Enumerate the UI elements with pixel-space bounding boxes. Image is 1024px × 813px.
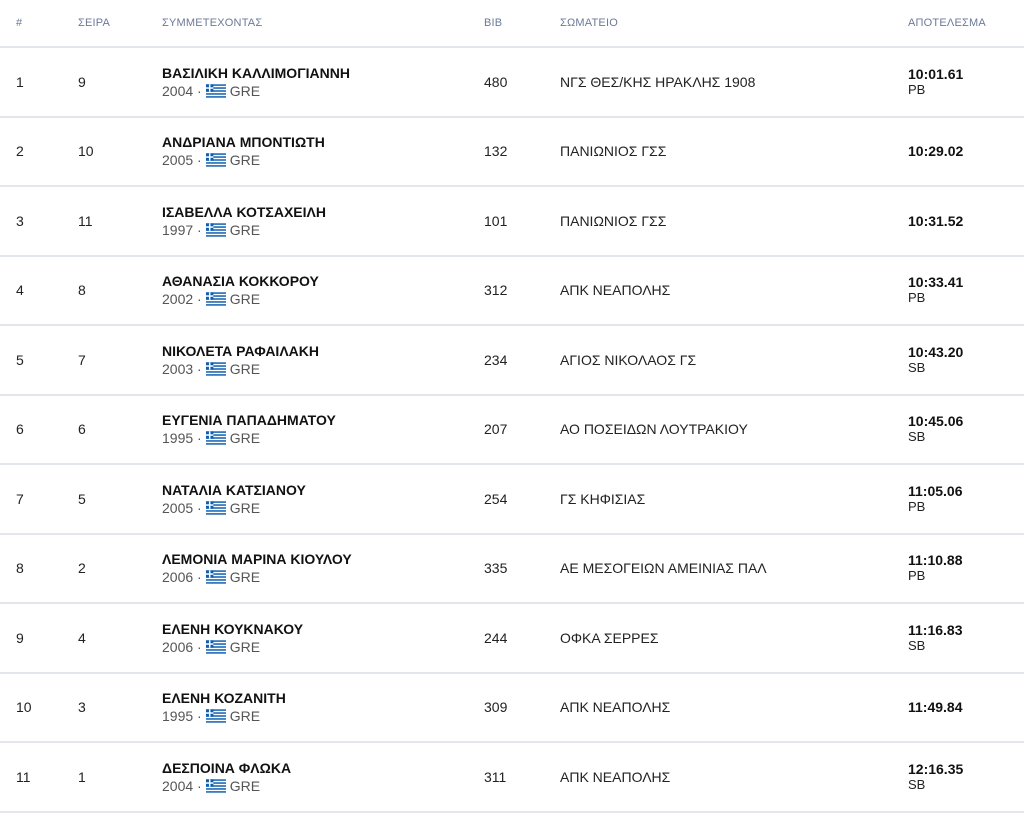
- athlete-meta: [162, 290, 484, 308]
- greece-flag-icon: [206, 84, 226, 98]
- nation-code: GRE: [229, 708, 261, 725]
- athlete-name[interactable]: ΔΕΣΠΟΙΝΑ ΦΛΩΚΑ: [162, 759, 292, 776]
- club-cell: ΑΠΚ ΝΕΑΠΟΛΗΣ: [560, 742, 908, 812]
- result-cell: [908, 395, 1024, 465]
- record-badge: SB: [908, 776, 926, 792]
- club-cell: ΠΑΝΙΩΝΙΟΣ ΓΣΣ: [560, 117, 908, 187]
- record-badge: SB: [908, 637, 926, 653]
- club-cell: ΓΣ ΚΗΦΙΣΙΑΣ: [560, 464, 908, 534]
- athlete-cell: [162, 742, 484, 812]
- table-row[interactable]: [0, 464, 1024, 534]
- club-cell: ΑΟ ΠΟΣΕΙΔΩΝ ΛΟΥΤΡΑΚΙΟΥ: [560, 395, 908, 465]
- greece-flag-icon: [206, 431, 226, 445]
- bib-cell: 101: [484, 186, 560, 256]
- heat-cell: 1: [78, 742, 162, 812]
- bib-cell: 480: [484, 47, 560, 117]
- birth-year: 2004 ·: [162, 777, 202, 794]
- birth-year: 2006 ·: [162, 569, 202, 586]
- club-cell: ΑΠΚ ΝΕΑΠΟΛΗΣ: [560, 673, 908, 743]
- result-time: 12:16.35: [908, 760, 964, 777]
- birth-year: 2003 ·: [162, 360, 202, 377]
- birth-year: 2002 ·: [162, 291, 202, 308]
- greece-flag-icon: [206, 570, 226, 584]
- rank-cell: 8: [0, 534, 78, 604]
- header-result[interactable]: ΑΠΟΤΕΛΕΣΜΑ: [908, 0, 1024, 47]
- nation-code: GRE: [229, 82, 261, 99]
- heat-cell: 4: [78, 603, 162, 673]
- athlete-meta: [162, 360, 484, 378]
- athlete-meta: [162, 82, 484, 100]
- athlete-meta: [162, 568, 484, 586]
- nation-code: GRE: [229, 291, 261, 308]
- athlete-meta: [162, 499, 484, 517]
- record-badge: PB: [908, 290, 926, 306]
- athlete-meta: [162, 638, 484, 656]
- heat-cell: 9: [78, 47, 162, 117]
- record-badge: PB: [908, 81, 926, 97]
- athlete-cell: [162, 325, 484, 395]
- heat-cell: 3: [78, 673, 162, 743]
- record-badge: SB: [908, 359, 926, 375]
- result-cell: [908, 186, 1024, 256]
- greece-flag-icon: [206, 779, 226, 793]
- header-rank[interactable]: #: [0, 0, 78, 47]
- result-time: 11:49.84: [908, 699, 963, 716]
- result-cell: [908, 464, 1024, 534]
- rank-cell: 5: [0, 325, 78, 395]
- athlete-name[interactable]: ΑΘΑΝΑΣΙΑ ΚΟΚΚΟΡΟΥ: [162, 273, 319, 290]
- club-cell: ΑΕ ΜΕΣΟΓΕΙΩΝ ΑΜΕΙΝΙΑΣ ΠΑΛ: [560, 534, 908, 604]
- heat-cell: 11: [78, 186, 162, 256]
- greece-flag-icon: [206, 501, 226, 515]
- athlete-cell: [162, 186, 484, 256]
- nation-code: GRE: [229, 499, 261, 516]
- greece-flag-icon: [206, 709, 226, 723]
- birth-year: 1997 ·: [162, 221, 202, 238]
- heat-cell: 8: [78, 256, 162, 326]
- table-row[interactable]: [0, 673, 1024, 743]
- record-badge: PB: [908, 498, 926, 514]
- record-badge: PB: [908, 568, 926, 584]
- result-cell: [908, 673, 1024, 743]
- heat-cell: 2: [78, 534, 162, 604]
- table-row[interactable]: [0, 603, 1024, 673]
- rank-cell: 7: [0, 464, 78, 534]
- header-athlete[interactable]: ΣΥΜΜΕΤΕΧΟΝΤΑΣ: [162, 0, 484, 47]
- birth-year: 2006 ·: [162, 638, 202, 655]
- club-cell: ΟΦΚΑ ΣΕΡΡΕΣ: [560, 603, 908, 673]
- nation-code: GRE: [229, 360, 261, 377]
- heat-cell: 10: [78, 117, 162, 187]
- record-badge: SB: [908, 429, 926, 445]
- athlete-cell: [162, 395, 484, 465]
- bib-cell: 207: [484, 395, 560, 465]
- bib-cell: 309: [484, 673, 560, 743]
- greece-flag-icon: [206, 153, 226, 167]
- athlete-meta: [162, 707, 484, 725]
- result-cell: [908, 256, 1024, 326]
- header-bib[interactable]: BIB: [484, 0, 560, 47]
- bib-cell: 312: [484, 256, 560, 326]
- club-cell: ΝΓΣ ΘΕΣ/ΚΗΣ ΗΡΑΚΛΗΣ 1908: [560, 47, 908, 117]
- table-row[interactable]: [0, 395, 1024, 465]
- athlete-name[interactable]: ΛΕΜΟΝΙΑ ΜΑΡΙΝΑ ΚΙΟΥΛΟΥ: [162, 551, 352, 568]
- athlete-meta: [162, 429, 484, 447]
- bib-cell: 335: [484, 534, 560, 604]
- bib-cell: 244: [484, 603, 560, 673]
- table-row[interactable]: [0, 47, 1024, 117]
- birth-year: 2005 ·: [162, 499, 202, 516]
- athlete-cell: [162, 117, 484, 187]
- result-time: 10:01.61: [908, 65, 964, 82]
- result-time: 11:10.88: [908, 552, 963, 569]
- table-row[interactable]: [0, 186, 1024, 256]
- greece-flag-icon: [206, 362, 226, 376]
- athlete-name[interactable]: ΙΣΑΒΕΛΛΑ ΚΟΤΣΑΧΕΙΛΗ: [162, 203, 326, 220]
- nation-code: GRE: [229, 638, 261, 655]
- athlete-name[interactable]: ΑΝΔΡΙΑΝΑ ΜΠΟΝΤΙΩΤΗ: [162, 134, 325, 151]
- birth-year: 1995 ·: [162, 430, 202, 447]
- athlete-name[interactable]: ΝΑΤΑΛΙΑ ΚΑΤΣΙΑΝΟΥ: [162, 481, 306, 498]
- nation-code: GRE: [229, 430, 261, 447]
- rank-cell: 3: [0, 186, 78, 256]
- result-time: 10:45.06: [908, 413, 964, 430]
- header-club[interactable]: ΣΩΜΑΤΕΙΟ: [560, 0, 908, 47]
- bib-cell: 132: [484, 117, 560, 187]
- athlete-name[interactable]: ΕΛΕΝΗ ΚΟΥΚΝΑΚΟΥ: [162, 620, 304, 637]
- athlete-name[interactable]: ΝΙΚΟΛΕΤΑ ΡΑΦΑΙΛΑΚΗ: [162, 342, 319, 359]
- nation-code: GRE: [229, 221, 261, 238]
- heat-cell: 5: [78, 464, 162, 534]
- rank-cell: 6: [0, 395, 78, 465]
- result-time: 10:43.20: [908, 343, 964, 360]
- result-cell: [908, 603, 1024, 673]
- result-time: 10:31.52: [908, 212, 964, 229]
- club-cell: ΠΑΝΙΩΝΙΟΣ ΓΣΣ: [560, 186, 908, 256]
- birth-year: 2005 ·: [162, 152, 202, 169]
- rank-cell: 4: [0, 256, 78, 326]
- greece-flag-icon: [206, 292, 226, 306]
- result-time: 10:33.41: [908, 274, 964, 291]
- result-cell: [908, 742, 1024, 812]
- bib-cell: 311: [484, 742, 560, 812]
- result-cell: [908, 534, 1024, 604]
- greece-flag-icon: [206, 223, 226, 237]
- club-cell: ΑΓΙΟΣ ΝΙΚΟΛΑΟΣ ΓΣ: [560, 325, 908, 395]
- athlete-cell: [162, 464, 484, 534]
- result-cell: [908, 325, 1024, 395]
- result-time: 11:05.06: [908, 482, 963, 499]
- athlete-cell: [162, 603, 484, 673]
- athlete-name[interactable]: ΒΑΣΙΛΙΚΗ ΚΑΛΛΙΜΟΓΙΑΝΝΗ: [162, 64, 350, 81]
- rank-cell: 11: [0, 742, 78, 812]
- bib-cell: 234: [484, 325, 560, 395]
- nation-code: GRE: [229, 569, 261, 586]
- athlete-cell: [162, 673, 484, 743]
- table-row[interactable]: [0, 742, 1024, 812]
- table-row[interactable]: [0, 256, 1024, 326]
- header-heat[interactable]: ΣΕΙΡΑ: [78, 0, 162, 47]
- greece-flag-icon: [206, 640, 226, 654]
- result-time: 11:16.83: [908, 621, 963, 638]
- athlete-cell: [162, 47, 484, 117]
- bib-cell: 254: [484, 464, 560, 534]
- table-row[interactable]: [0, 325, 1024, 395]
- club-cell: ΑΠΚ ΝΕΑΠΟΛΗΣ: [560, 256, 908, 326]
- result-time: 10:29.02: [908, 143, 964, 160]
- rank-cell: 2: [0, 117, 78, 187]
- header-row: [0, 0, 1024, 47]
- athlete-cell: [162, 256, 484, 326]
- nation-code: GRE: [229, 152, 261, 169]
- table-row[interactable]: [0, 534, 1024, 604]
- heat-cell: 6: [78, 395, 162, 465]
- result-cell: [908, 117, 1024, 187]
- athlete-name[interactable]: ΕΛΕΝΗ ΚΟΖΑΝΙΤΗ: [162, 690, 286, 707]
- athlete-name[interactable]: ΕΥΓΕΝΙΑ ΠΑΠΑΔΗΜΑΤΟΥ: [162, 412, 336, 429]
- athlete-cell: [162, 534, 484, 604]
- athlete-meta: [162, 151, 484, 169]
- birth-year: 2004 ·: [162, 82, 202, 99]
- birth-year: 1995 ·: [162, 708, 202, 725]
- table-row[interactable]: [0, 117, 1024, 187]
- athlete-meta: [162, 777, 484, 795]
- rank-cell: 9: [0, 603, 78, 673]
- heat-cell: 7: [78, 325, 162, 395]
- nation-code: GRE: [229, 777, 261, 794]
- rank-cell: 10: [0, 673, 78, 743]
- rank-cell: 1: [0, 47, 78, 117]
- result-cell: [908, 47, 1024, 117]
- athlete-meta: [162, 221, 484, 239]
